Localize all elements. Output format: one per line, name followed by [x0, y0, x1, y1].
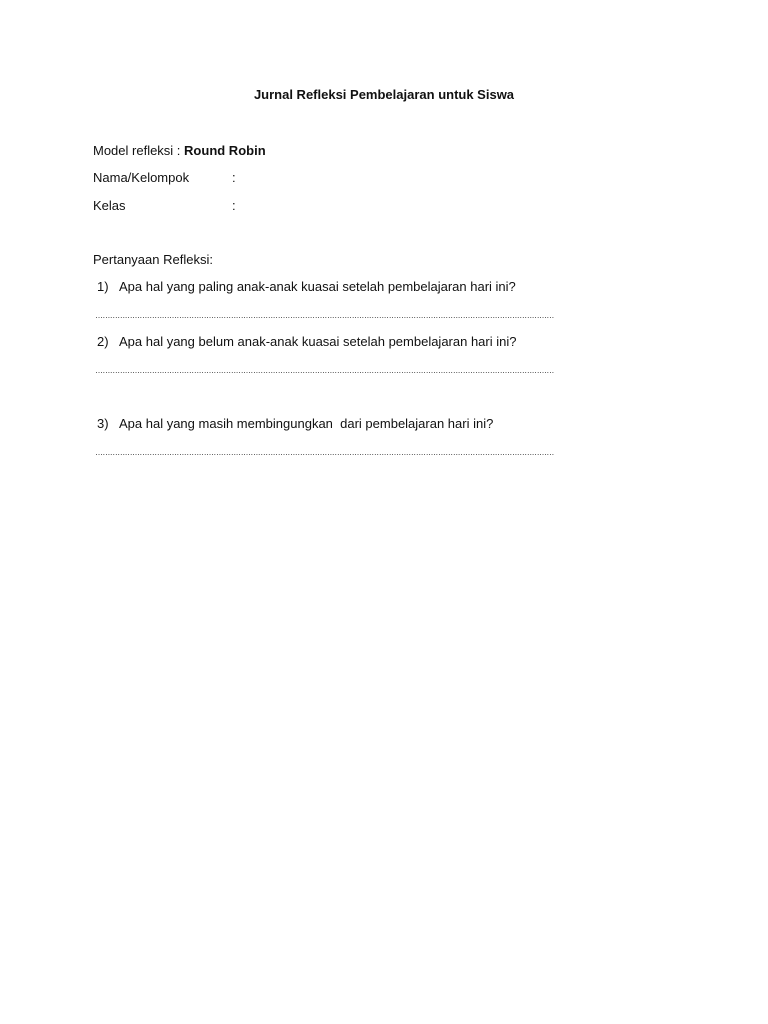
question-3	[97, 416, 493, 431]
kelas-label: Kelas	[93, 198, 126, 213]
document-title: Jurnal Refleksi Pembelajaran untuk Siswa	[253, 87, 515, 102]
model-refleksi-label: Model refleksi :	[93, 143, 185, 158]
nama-kelompok-label: Nama/Kelompok	[93, 170, 190, 185]
model-refleksi-value: Round Robin	[184, 143, 266, 158]
question-3-number: 3)	[97, 416, 109, 431]
nama-kelompok-separator: :	[232, 170, 236, 185]
kelas-separator: :	[232, 198, 236, 213]
model-refleksi-line	[93, 143, 266, 158]
question-2-number: 2)	[97, 334, 109, 349]
question-1-text: Apa hal yang paling anak-anak kuasai setelah pembelajaran hari ini?	[119, 279, 516, 294]
questions-heading: Pertanyaan Refleksi:	[93, 252, 213, 267]
answer-line-3: ……………………………………………………………………………………………………………………………………………………………………	[95, 449, 554, 457]
question-3-text: Apa hal yang masih membingungkan dari pembelajaran hari ini?	[119, 416, 494, 431]
question-1	[97, 279, 516, 294]
answer-line-2: ……………………………………………………………………………………………………………………………………………………………………	[95, 367, 554, 375]
nama-kelompok-line	[93, 170, 236, 185]
answer-line-1: ……………………………………………………………………………………………………………………………………………………………………	[95, 312, 554, 320]
kelas-line	[93, 198, 236, 213]
question-1-number: 1)	[97, 279, 109, 294]
question-2	[97, 334, 516, 349]
question-2-text: Apa hal yang belum anak-anak kuasai setelah pembelajaran hari ini?	[119, 334, 517, 349]
